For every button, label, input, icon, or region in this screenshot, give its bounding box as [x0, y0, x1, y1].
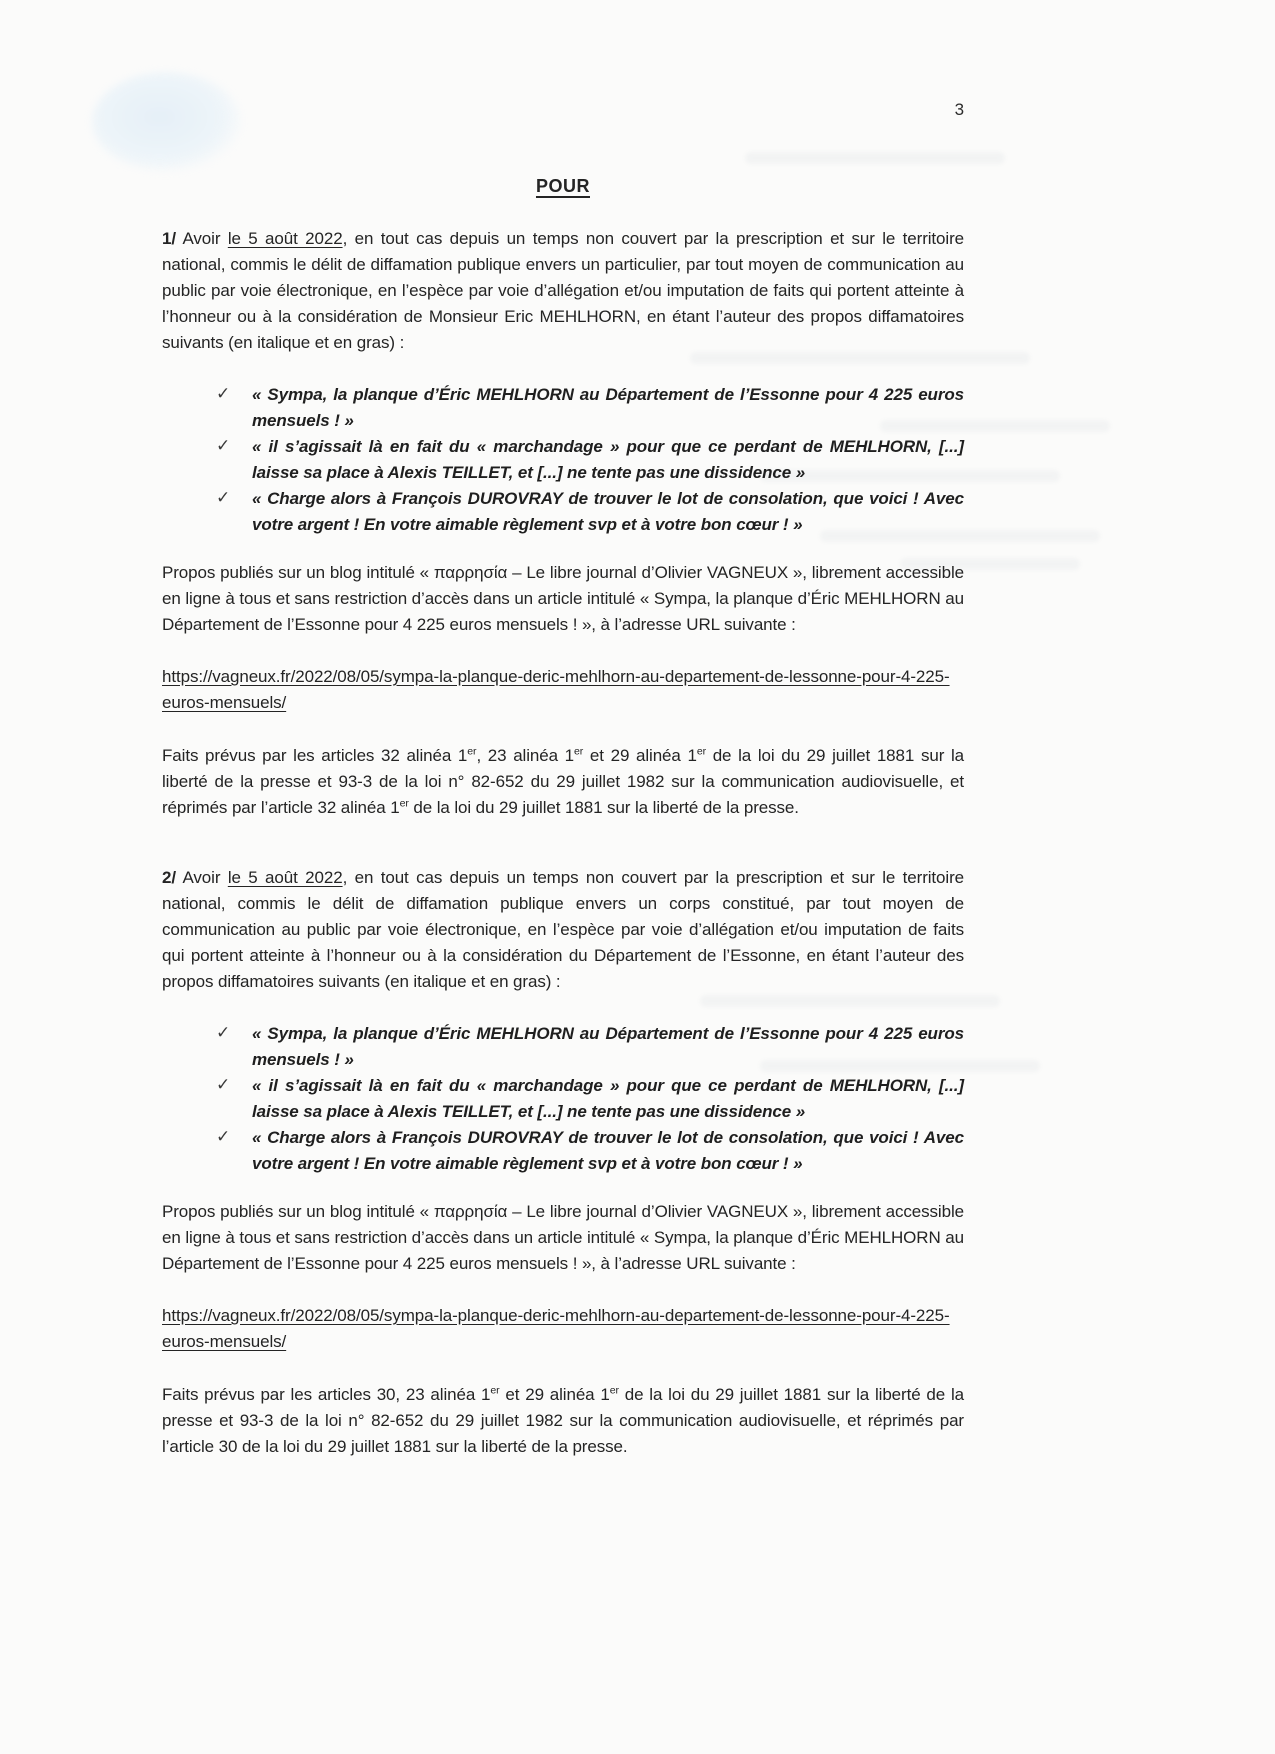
section-heading-text: POUR: [535, 176, 590, 196]
quote-item: [216, 1021, 964, 1073]
quote-item: [216, 382, 964, 434]
quote-text: « Charge alors à François DUROVRAY de trouver le lot de consolation, que voici ! Avec votre argent ! En votre aimable règlement svp et à votre bon cœur ! »: [252, 489, 964, 534]
quote-text: « Sympa, la planque d’Éric MEHLHORN au Département de l’Essonne pour 4 225 euros mensuels ! »: [252, 1024, 964, 1069]
checkmark-icon: ✓: [216, 436, 231, 455]
charge-intro-paragraph: 1/ Avoir le 5 août 2022, en tout cas depuis un temps non couvert par la prescription et sur le territoire national, commis le délit de diffamation publique envers un particulier, par tout moyen de communication au public par voie électronique, en l’espèce par voie d’allégation et/ou imputation de faits qui portent atteinte à l’honneur ou à la considération de Monsieur Eric MEHLHORN, en étant l’auteur des propos diffamatoires suivants (en italique et en gras) :: [162, 229, 965, 352]
checkmark-icon: ✓: [216, 1075, 231, 1094]
page-number: 3: [954, 100, 964, 119]
quote-list: [162, 382, 964, 538]
quote-item: [216, 486, 964, 538]
section-heading: [162, 173, 964, 199]
faits-paragraph: Faits prévus par les articles 30, 23 alinéa 1er et 29 alinéa 1er de la loi du 29 juillet 1881 sur la liberté de la presse et 93-3 de la loi n° 82-652 du 29 juillet 1982 sur la communication audiovisuelle, et réprimés par l’article 30 de la loi du 29 juillet 1881 sur la liberté de la presse.: [162, 1384, 964, 1456]
quote-text: « Charge alors à François DUROVRAY de trouver le lot de consolation, que voici ! Avec votre argent ! En votre aimable règlement svp et à votre bon cœur ! »: [252, 1128, 964, 1173]
checkmark-icon: ✓: [216, 1023, 231, 1042]
url-paragraph: [162, 1303, 964, 1355]
url-link[interactable]: https://vagneux.fr/2022/08/05/sympa-la-planque-deric-mehlhorn-au-departement-de-lessonne-pour-4-225-euros-mensuels/: [162, 1306, 950, 1351]
quote-item: [216, 434, 964, 486]
charge-section-2: [162, 865, 964, 1460]
quote-item: [216, 1125, 964, 1177]
quote-list: [162, 1021, 964, 1177]
document-content: [162, 0, 964, 1460]
quote-text: « Sympa, la planque d’Éric MEHLHORN au Département de l’Essonne pour 4 225 euros mensuels ! »: [252, 385, 964, 430]
checkmark-icon: ✓: [216, 488, 231, 507]
checkmark-icon: ✓: [216, 384, 231, 403]
quote-item: [216, 1073, 964, 1125]
propos-paragraph: Propos publiés sur un blog intitulé « παρρησία – Le libre journal d’Olivier VAGNEUX », librement accessible en ligne à tous et sans restriction d’accès dans un article intitulé « Sympa, la planque d’Éric MEHLHORN au Département de l’Essonne pour 4 225 euros mensuels ! », à l’adresse URL suivante :: [162, 1202, 964, 1273]
url-link[interactable]: https://vagneux.fr/2022/08/05/sympa-la-planque-deric-mehlhorn-au-departement-de-lessonne-pour-4-225-euros-mensuels/: [162, 667, 950, 712]
propos-paragraph: Propos publiés sur un blog intitulé « παρρησία – Le libre journal d’Olivier VAGNEUX », librement accessible en ligne à tous et sans restriction d’accès dans un article intitulé « Sympa, la planque d’Éric MEHLHORN au Département de l’Essonne pour 4 225 euros mensuels ! », à l’adresse URL suivante :: [162, 563, 964, 634]
charge-intro-paragraph: 2/ Avoir le 5 août 2022, en tout cas depuis un temps non couvert par la prescription et sur le territoire national, commis le délit de diffamation publique envers un corps constitué, par tout moyen de communication au public par voie électronique, en l’espèce par voie d’allégation et/ou imputation de faits qui portent atteinte à l’honneur ou à la considération du Département de l’Essonne, en étant l’auteur des propos diffamatoires suivants (en italique et en gras) :: [162, 868, 965, 991]
quote-text: « il s’agissait là en fait du « marchandage » pour que ce perdant de MEHLHORN, [...] laisse sa place à Alexis TEILLET, et [...] ne tente pas une dissidence »: [252, 437, 964, 482]
charge-section-1: [162, 226, 964, 821]
checkmark-icon: ✓: [216, 1127, 231, 1146]
faits-paragraph: Faits prévus par les articles 32 alinéa 1er, 23 alinéa 1er et 29 alinéa 1er de la loi du 29 juillet 1881 sur la liberté de la presse et 93-3 de la loi n° 82-652 du 29 juillet 1982 sur la communication audiovisuelle, et réprimés par l’article 32 alinéa 1er de la loi du 29 juillet 1881 sur la liberté de la presse.: [162, 745, 964, 817]
url-paragraph: [162, 664, 964, 716]
quote-text: « il s’agissait là en fait du « marchandage » pour que ce perdant de MEHLHORN, [...] laisse sa place à Alexis TEILLET, et [...] ne tente pas une dissidence »: [252, 1076, 964, 1121]
